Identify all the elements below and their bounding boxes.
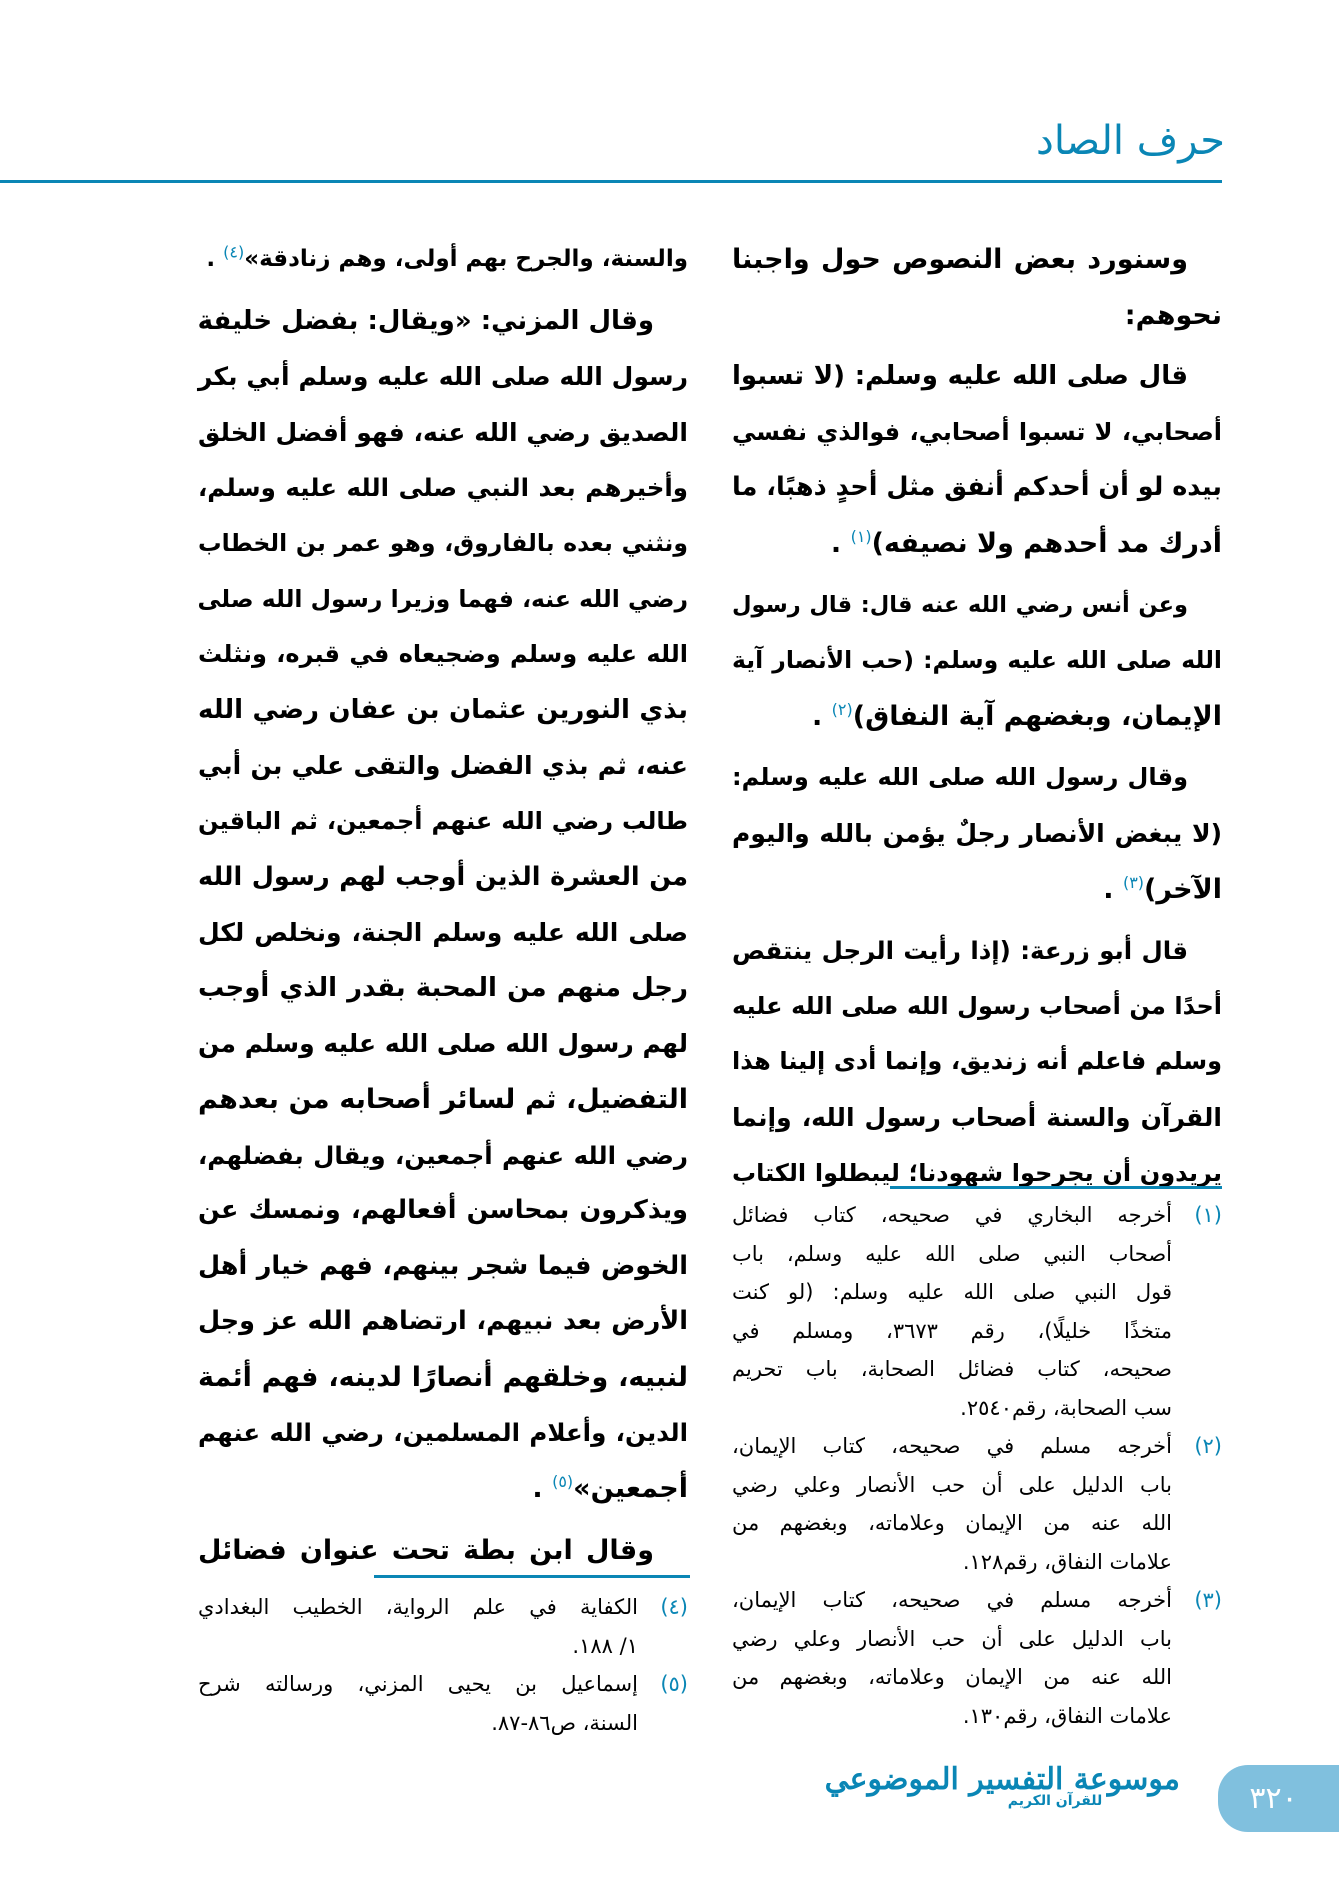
line-text: رضي الله عنهم أجمعين، ويقال بفضلهم،	[198, 1140, 688, 1170]
text-line	[198, 1072, 688, 1128]
encyclopedia-logo	[824, 1762, 1180, 1809]
text-line	[732, 349, 1222, 405]
line-end: .	[830, 527, 851, 559]
footnote-line: باب الدليل على أن حب الأنصار وعلي رضي	[732, 1626, 1172, 1651]
footnote	[732, 1427, 1222, 1581]
footnote-divider-left	[374, 1575, 690, 1578]
line-text: التفضيل، ثم لسائر أصحابه من بعدهم	[198, 1083, 688, 1115]
text-line	[198, 794, 688, 850]
footnote-line: الكفاية في علم الرواية، الخطيب البغدادي	[198, 1595, 638, 1619]
line-text: رضي الله عنه، فهما وزيرا رسول الله صلى	[197, 584, 688, 613]
footnote-ref[interactable]: (١)	[850, 526, 872, 546]
left-column-body	[198, 232, 688, 1584]
footnote-line: أخرجه مسلم في صحيحه، كتاب الإيمان،	[732, 1434, 1172, 1458]
text-line	[198, 1461, 688, 1517]
line-end: .	[532, 1473, 553, 1505]
line-text: الأرض بعد نبيهم، ارتضاهم الله عز وجل	[198, 1306, 688, 1337]
text-line	[198, 850, 688, 906]
line-text: الآخر)	[1144, 873, 1222, 905]
text-line	[732, 460, 1222, 516]
page-number: ٣٢٠	[1249, 1781, 1298, 1816]
line-text: وأخيرهم بعد النبي صلى الله عليه وسلم،	[198, 473, 688, 503]
text-line	[732, 633, 1222, 689]
footnotes-left	[198, 1588, 688, 1742]
text-line	[732, 1146, 1222, 1202]
footnote-number: (٢)	[1194, 1434, 1222, 1458]
text-line	[198, 572, 688, 628]
line-text: الدين، وأعلام المسلمين، رضي الله عنهم	[198, 1418, 688, 1448]
footnote-line: أخرجه البخاري في صحيحه، كتاب فضائل	[732, 1203, 1172, 1227]
footnote-line: صحيحه، كتاب فضائل الصحابة، باب تحريم	[732, 1357, 1172, 1381]
text-line	[198, 738, 688, 794]
line-text: بيده لو أن أحدكم أنفق مثل أحدٍ ذهبًا، ما	[732, 472, 1222, 503]
logo-subtitle: للقرآن الكريم	[1007, 1793, 1103, 1809]
line-text: لنبيه، وخلقهم أنصارًا لدينه، فهم أئمة	[198, 1361, 688, 1393]
text-line	[732, 923, 1222, 979]
footnote-ref[interactable]: (٣)	[1122, 872, 1145, 892]
line-text: نحوهم:	[1124, 299, 1222, 331]
footnote	[732, 1196, 1222, 1427]
text-line	[198, 1294, 688, 1350]
footnote-number: (٤)	[660, 1595, 688, 1619]
footnote-line: سب الصحابة، رقم٢٥٤٠.	[960, 1395, 1172, 1420]
line-text: الصديق رضي الله عنه، فهو أفضل الخلق	[198, 417, 688, 447]
footnote	[732, 1581, 1222, 1735]
line-end: .	[812, 700, 832, 732]
footnote-line: علامات النفاق، رقم١٣٠.	[962, 1703, 1172, 1728]
text-line	[198, 516, 688, 572]
line-text: وسلم فاعلم أنه زنديق، وإنما أدى إلينا هذا	[732, 1047, 1222, 1076]
line-text: وقال المزني: «ويقال: بفضل خليفة	[197, 305, 654, 336]
text-line	[198, 1016, 688, 1072]
line-text: رجل منهم من المحبة بقدر الذي أوجب	[198, 972, 688, 1003]
text-line	[198, 1350, 688, 1406]
footnote-line: ١/ ١٨٨.	[572, 1633, 638, 1658]
header-divider	[0, 180, 1222, 183]
paragraph	[732, 232, 1222, 343]
text-line	[198, 294, 688, 350]
line-text: أصحابي، لا تسبوا أصحابي، فوالذي نفسي	[732, 417, 1222, 446]
footnote-ref[interactable]: (٤)	[223, 242, 245, 262]
text-line	[732, 288, 1222, 344]
footnote-ref[interactable]: (٢)	[831, 699, 853, 719]
footnote-number: (٥)	[660, 1672, 688, 1696]
footnote	[198, 1588, 688, 1665]
text-line	[732, 1090, 1222, 1146]
footnote-line: قول النبي صلى الله عليه وسلم: (لو كنت	[732, 1280, 1172, 1304]
text-line	[198, 1239, 688, 1295]
footnote-line: علامات النفاق، رقم١٢٨.	[962, 1549, 1172, 1574]
text-line	[198, 905, 688, 961]
logo-title: موسوعة التفسير الموضوعي	[824, 1762, 1180, 1797]
paragraph	[198, 1523, 688, 1579]
text-line	[732, 516, 1222, 572]
page-number-badge	[1218, 1765, 1339, 1832]
text-line	[198, 1183, 688, 1239]
footnote-ref[interactable]: (٥)	[552, 1472, 574, 1492]
paragraph	[732, 923, 1222, 1201]
text-line	[198, 232, 688, 288]
line-text: (لا يبغض الأنصار رجلٌ يؤمن بالله واليوم	[732, 818, 1222, 848]
line-text: طالب رضي الله عنهم أجمعين، ثم الباقين	[198, 806, 688, 835]
line-end: .	[206, 246, 224, 272]
footnote-line: متخذًا خليلًا)، رقم ٣٦٧٣، ومسلم في	[732, 1318, 1173, 1343]
right-column-body	[732, 232, 1222, 1207]
footnote-line: الله عنه من الإيمان وعلاماته، وبغضهم من	[732, 1665, 1172, 1689]
line-text: أدرك مد أحدهم ولا نصيفه)	[871, 527, 1222, 559]
footnote-line: باب الدليل على أن حب الأنصار وعلي رضي	[732, 1472, 1172, 1497]
footnote-line: أصحاب النبي صلى الله عليه وسلم، باب	[732, 1241, 1172, 1266]
text-line	[198, 683, 688, 739]
line-text: وعن أنس رضي الله عنه قال: قال رسول	[732, 591, 1188, 618]
line-text: وقال ابن بطة تحت عنوان فضائل	[198, 1534, 654, 1566]
text-line	[198, 961, 688, 1017]
line-text: الإيمان، وبغضهم آية النفاق)	[852, 700, 1222, 732]
line-text: الله عليه وسلم وضجيعاه في قبره، ونثلث	[198, 640, 688, 669]
line-text: وقال رسول الله صلى الله عليه وسلم:	[732, 763, 1188, 792]
line-text: قال أبو زرعة: (إذا رأيت الرجل ينتقص	[732, 936, 1188, 966]
line-text: أجمعين»	[573, 1473, 688, 1505]
line-text: الله صلى الله عليه وسلم: (حب الأنصار آية	[732, 646, 1222, 675]
footnote-number: (١)	[1194, 1203, 1222, 1227]
text-line	[198, 460, 688, 516]
text-line	[198, 627, 688, 683]
paragraph	[732, 349, 1222, 571]
footnote-line: إسماعيل بن يحيى المزني، ورسالته شرح	[198, 1672, 638, 1696]
line-text: قال صلى الله عليه وسلم: (لا تسبوا	[732, 361, 1188, 392]
line-text: من العشرة الذين أوجب لهم رسول الله	[198, 861, 688, 892]
footnotes-right	[732, 1196, 1222, 1735]
footnote-number: (٣)	[1194, 1588, 1222, 1612]
paragraph	[732, 750, 1222, 917]
text-line	[732, 806, 1222, 862]
line-text: ويذكرون بمحاسن أفعالهم، ونمسك عن	[198, 1195, 688, 1226]
text-line	[198, 349, 688, 405]
text-line	[198, 1128, 688, 1184]
footnote-divider-right	[890, 1186, 1222, 1189]
line-text: وسنورد بعض النصوص حول واجبنا	[732, 244, 1188, 275]
footnote	[198, 1665, 688, 1742]
line-text: أحدًا من أصحاب رسول الله صلى الله عليه	[732, 991, 1222, 1020]
line-end: .	[1103, 873, 1123, 905]
line-text: ونثني بعده بالفاروق، وهو عمر بن الخطاب	[198, 528, 688, 557]
paragraph	[732, 578, 1222, 745]
text-line	[732, 750, 1222, 806]
text-line	[732, 1034, 1222, 1090]
footnote-line: الله عنه من الإيمان وعلاماته، وبغضهم من	[732, 1511, 1172, 1535]
line-text: الخوض فيما شجر بينهم، فهم خيار أهل	[198, 1250, 688, 1281]
text-line	[732, 405, 1222, 461]
line-text: القرآن والسنة أصحاب رسول الله، وإنما	[732, 1102, 1222, 1132]
line-text: والسنة، والجرح بهم أولى، وهم زنادقة»	[244, 246, 688, 272]
line-text: رسول الله صلى الله عليه وسلم أبي بكر	[198, 362, 688, 392]
paragraph	[198, 232, 688, 288]
footnote-line: السنة، ص٨٦-٨٧.	[491, 1710, 638, 1735]
text-line	[732, 578, 1222, 634]
text-line	[732, 689, 1222, 745]
text-line	[198, 405, 688, 461]
line-text: بذي النورين عثمان بن عفان رضي الله	[198, 694, 688, 725]
line-text: لهم رسول الله صلى الله عليه وسلم من	[198, 1029, 688, 1059]
text-line	[732, 232, 1222, 288]
line-text: صلى الله عليه وسلم الجنة، ونخلص لكل	[198, 918, 688, 948]
text-line	[198, 1523, 688, 1579]
text-line	[198, 1405, 688, 1461]
paragraph	[198, 294, 688, 1517]
text-line	[732, 979, 1222, 1035]
footnote-line: أخرجه مسلم في صحيحه، كتاب الإيمان،	[732, 1588, 1172, 1612]
line-text: عنه، ثم بذي الفضل والتقى علي بن أبي	[198, 751, 688, 781]
text-line	[732, 862, 1222, 918]
chapter-title: حرف الصاد	[1036, 118, 1225, 164]
line-text: يريدون أن يجرحوا شهودنا؛ ليبطلوا الكتاب	[732, 1158, 1222, 1187]
